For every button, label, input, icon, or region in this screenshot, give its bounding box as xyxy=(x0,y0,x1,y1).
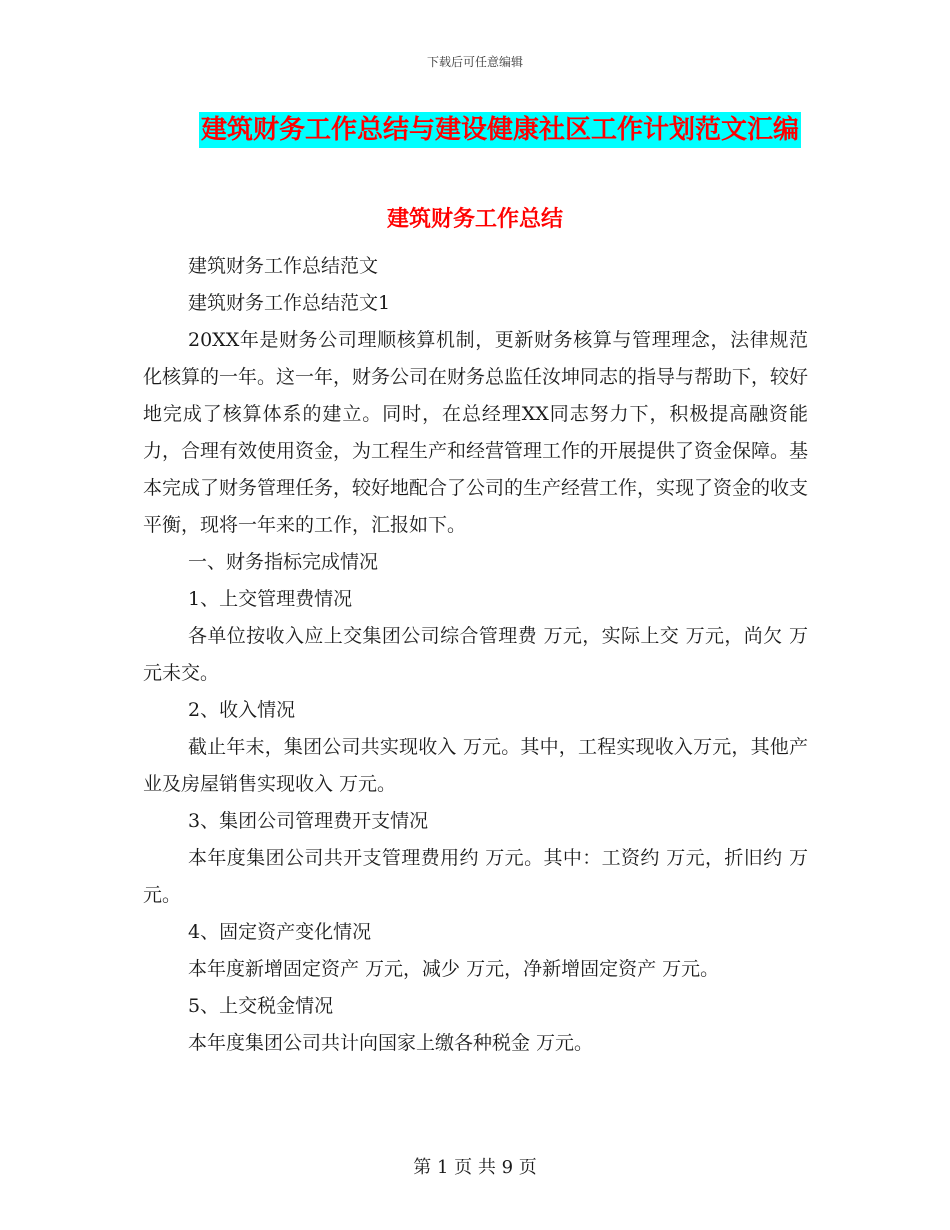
paragraph: 4、固定资产变化情况 xyxy=(188,921,372,943)
paragraph: 截止年末，集团公司共实现收入 万元。其中，工程实现收入万元，其他产业及房屋销售实现收入 万元。 xyxy=(143,736,808,795)
paragraph: 5、上交税金情况 xyxy=(188,995,334,1017)
paragraph: 本年度集团公司共开支管理费用约 万元。其中：工资约 万元，折旧约 万元。 xyxy=(143,847,808,906)
paragraph: 一、财务指标完成情况 xyxy=(188,551,379,573)
paragraph: 2、收入情况 xyxy=(188,699,296,721)
paragraph: 1、上交管理费情况 xyxy=(188,588,353,610)
paragraph: 各单位按收入应上交集团公司综合管理费 万元，实际上交 万元，尚欠 万元未交。 xyxy=(143,625,808,684)
page-number: 第 1 页 共 9 页 xyxy=(413,1157,537,1178)
document-body xyxy=(143,248,808,1062)
paragraph: 3、集团公司管理费开支情况 xyxy=(188,810,429,832)
paragraph: 建筑财务工作总结范文 xyxy=(188,255,379,277)
paragraph: 本年度集团公司共计向国家上缴各种税金 万元。 xyxy=(188,1032,594,1054)
paragraph: 20XX年是财务公司理顺核算机制，更新财务核算与管理理念，法律规范化核算的一年。这一年，财务公司在财务总监任汝坤同志的指导与帮助下，较好地完成了核算体系的建立。同时，在总经理XX同志努力下，积极提高融资能力，合理有效使用资金，为工程生产和经营管理工作的开展提供了资金保障。基本完成了财务管理任务，较好地配合了公司的生产经营工作，实现了资金的收支平衡，现将一年来的工作，汇报如下。 xyxy=(143,329,809,536)
section-heading: 建筑财务工作总结 xyxy=(386,207,563,232)
paragraph: 建筑财务工作总结范文1 xyxy=(188,292,391,314)
document-title-container xyxy=(0,112,950,148)
paragraph: 本年度新增固定资产 万元，减少 万元，净新增固定资产 万元。 xyxy=(188,958,720,980)
document-title: 建筑财务工作总结与建设健康社区工作计划范文汇编 xyxy=(199,112,801,148)
page-header-note: 下载后可任意编辑 xyxy=(426,55,523,69)
